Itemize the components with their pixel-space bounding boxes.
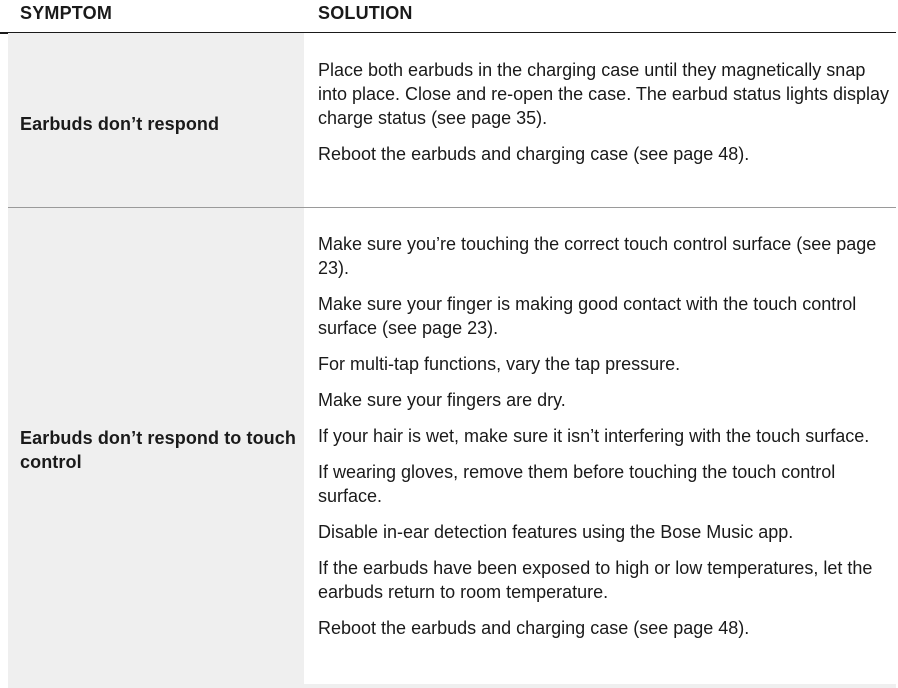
symptom-column-header: SYMPTOM — [20, 3, 113, 23]
table-row — [8, 33, 896, 208]
solution-item: Make sure you’re touching the correct touch control surface (see page 23). — [318, 234, 877, 278]
symptom-text: Earbuds don’t respond to touch control — [20, 428, 296, 472]
table-row — [8, 208, 896, 685]
solution-item: Disable in-ear detection features using the Bose Music app. — [318, 522, 794, 542]
solution-column-header: SOLUTION — [318, 3, 413, 23]
symptom-cell — [8, 208, 304, 684]
solution-cell — [304, 33, 896, 207]
solution-item: If the earbuds have been exposed to high or low temperatures, let the earbuds return to room temperature. — [318, 558, 873, 602]
table-header — [0, 0, 896, 34]
symptom-text: Earbuds don’t respond — [20, 114, 220, 134]
solution-item: Place both earbuds in the charging case until they magnetically snap into place. Close and re-open the case. The earbud status lights display charge status (see page 35). — [318, 60, 890, 128]
solution-item: For multi-tap functions, vary the tap pressure. — [318, 354, 681, 374]
symptom-cell — [8, 33, 304, 207]
solution-item: If wearing gloves, remove them before touching the touch control surface. — [318, 462, 836, 506]
solution-list — [318, 232, 892, 640]
solution-item: Reboot the earbuds and charging case (see page 48). — [318, 618, 750, 638]
solution-item: Make sure your finger is making good contact with the touch control surface (see page 23). — [318, 294, 857, 338]
solution-cell — [304, 208, 896, 684]
solution-list — [318, 58, 892, 166]
solution-item: Reboot the earbuds and charging case (see page 48). — [318, 144, 750, 164]
solution-item: Make sure your fingers are dry. — [318, 390, 566, 410]
solution-item: If your hair is wet, make sure it isn’t interfering with the touch surface. — [318, 426, 870, 446]
next-row-edge — [8, 684, 896, 688]
